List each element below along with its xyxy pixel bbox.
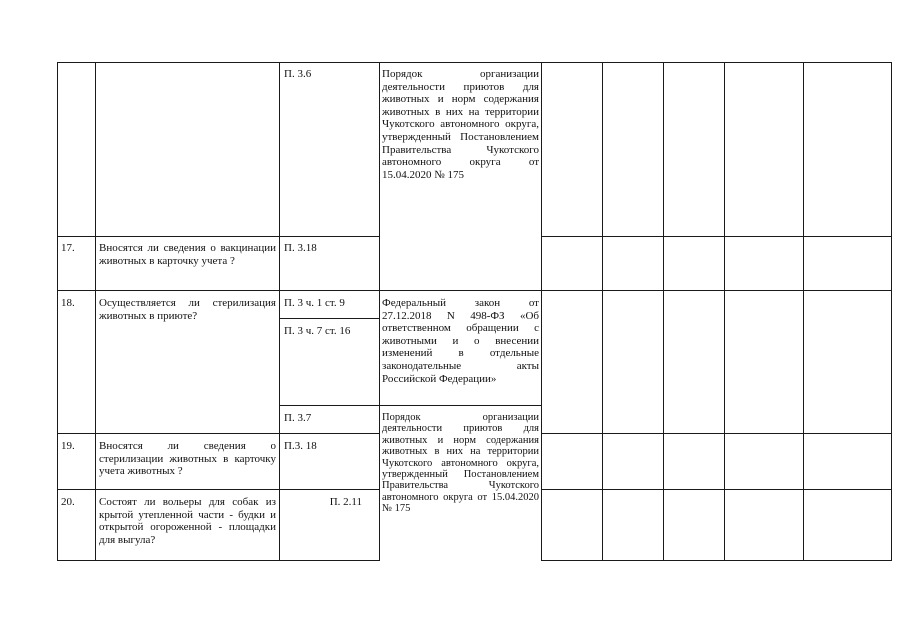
row-number xyxy=(61,440,93,453)
legal-basis-text: Порядок организации деятельности приютов для животных и норм содержания животных в них на территории Чукотского автономного округа, утвержденный Постановлением Правительства Чукотского автономного округа от 15.04.2020 № 175 xyxy=(382,68,539,181)
col-border xyxy=(541,62,542,561)
legal-basis-cell xyxy=(382,297,539,385)
clause-cell xyxy=(284,297,376,310)
row-number xyxy=(61,496,93,509)
row-border xyxy=(541,236,892,237)
clause-text: П. 3.7 xyxy=(284,412,312,424)
legal-basis-text: Федеральный закон от 27.12.2018 N 498-ФЗ «Об ответственном обращении с животными и о внесении изменений в отдельные законодательные акты Российской Федерации» xyxy=(382,297,539,385)
col-border xyxy=(663,62,664,561)
row-number xyxy=(61,297,93,310)
col-border xyxy=(803,62,804,561)
row-border xyxy=(57,62,892,63)
legal-basis-text: Порядок организации деятельности приютов для животных и норм содержания животных в них на территории Чукотского автономного округа, утвержденный Постановлением Правительства Чукотского автономного округа от 15.04.2020 № 175 xyxy=(382,412,539,515)
row-number-text: 17. xyxy=(61,242,75,254)
row-number-text: 18. xyxy=(61,297,75,309)
question-cell xyxy=(99,297,276,322)
clause-text: П.3. 18 xyxy=(284,440,317,452)
row-border xyxy=(57,489,379,490)
row-number-text: 20. xyxy=(61,496,75,508)
col-border xyxy=(379,62,380,561)
row-border xyxy=(57,236,379,237)
row-border xyxy=(279,318,379,319)
col-border xyxy=(724,62,725,561)
col-border xyxy=(57,62,58,561)
question-text: Вносятся ли сведения о стерилизации животных в карточку учета животных ? xyxy=(99,440,276,478)
col-border xyxy=(279,62,280,561)
row-border xyxy=(541,433,892,434)
question-cell xyxy=(99,496,276,546)
row-number xyxy=(61,242,93,255)
clause-cell xyxy=(284,325,376,338)
clause-text: П. 3.6 xyxy=(284,68,312,80)
question-cell xyxy=(99,440,276,478)
question-cell xyxy=(99,242,276,267)
question-text: Осуществляется ли стерилизация животных в приюте? xyxy=(99,297,276,322)
row-border xyxy=(57,560,379,561)
clause-text: П. 3 ч. 7 ст. 16 xyxy=(284,325,351,337)
col-border xyxy=(602,62,603,561)
question-text: Вносятся ли сведения о вакцинации животных в карточку учета ? xyxy=(99,242,276,267)
row-border xyxy=(541,489,892,490)
clause-cell xyxy=(284,412,376,425)
clause-cell xyxy=(284,68,376,81)
row-border xyxy=(279,405,542,406)
legal-basis-cell xyxy=(382,412,539,515)
row-border xyxy=(57,290,892,291)
row-border xyxy=(541,560,892,561)
clause-cell xyxy=(284,242,376,255)
col-border xyxy=(95,62,96,561)
row-number-text: 19. xyxy=(61,440,75,452)
question-text: Состоят ли вольеры для собак из крытой утепленной части - будки и открытой огороженной - площадки для выгула? xyxy=(99,496,276,546)
row-border xyxy=(57,433,379,434)
legal-basis-cell xyxy=(382,68,539,181)
clause-text: П. 3 ч. 1 ст. 9 xyxy=(284,297,345,309)
clause-text: П. 3.18 xyxy=(284,242,317,254)
clause-cell xyxy=(284,496,362,509)
col-border xyxy=(891,62,892,561)
clause-text: П. 2.11 xyxy=(329,496,362,508)
clause-cell xyxy=(284,440,376,453)
